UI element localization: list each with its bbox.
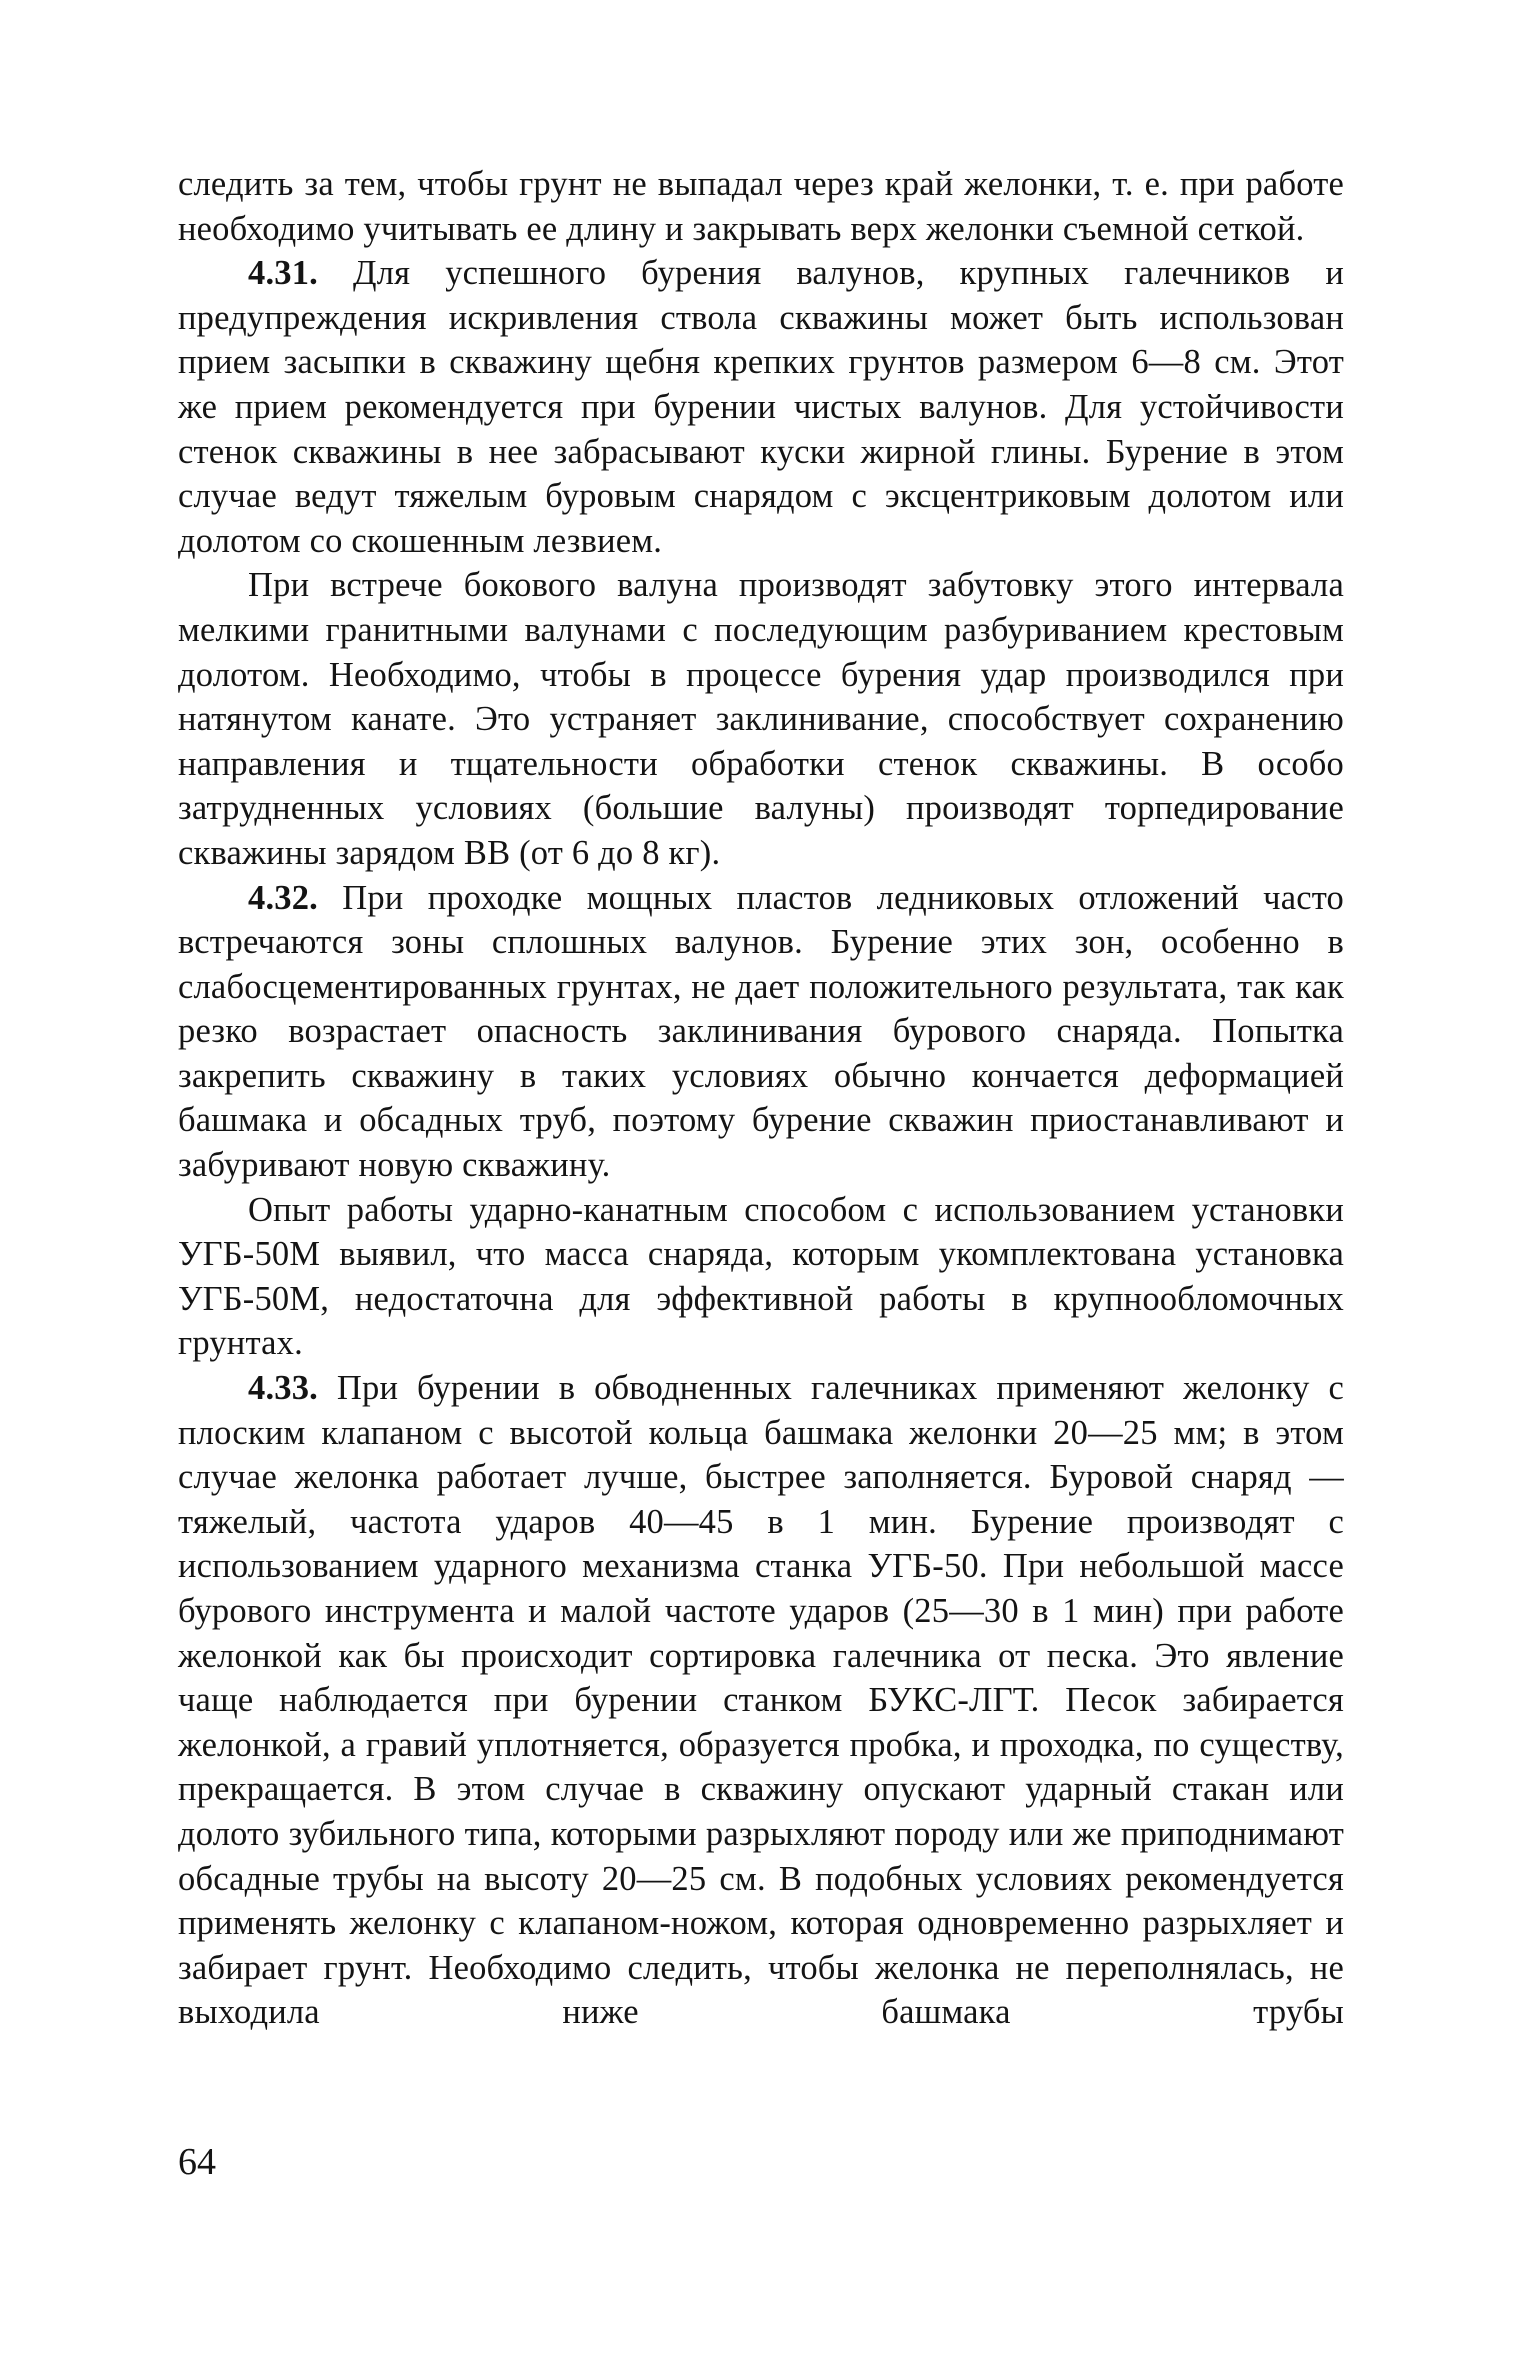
paragraph-4-32 [178,876,1344,1188]
paragraph-lateral-boulder [178,563,1344,875]
paragraph-continuation [178,162,1344,251]
page-text-block [178,162,1344,2035]
section-number: 4.33. [248,1369,318,1408]
paragraph-4-33 [178,1366,1344,2035]
paragraph-text: При проходке мощных пластов ледниковых отложений часто встречаются зоны сплошных валунов. Бурение этих зон, особенно в слабосцементированных грунтах, не дает положительного результата, так как резко возрастает опасность заклинивания бурового снаряда. Попытка закрепить скважину в таких условиях обычно кончается деформацией башмака и обсадных труб, поэтому бурение скважин приостанавливают и забуривают новую скважину. [178,878,1344,1185]
section-number: 4.32. [248,878,318,917]
paragraph-text: следить за тем, чтобы грунт не выпадал через край желонки, т. е. при работе необходимо учитывать ее длину и закрывать верх желонки съемной сеткой. [178,165,1344,248]
paragraph-ugb-experience [178,1188,1344,1366]
page-number: 64 [178,2141,216,2183]
paragraph-text: Для успешного бурения валунов, крупных галечников и предупреждения искривления ствола скважины может быть использован прием засыпки в скважину щебня крепких грунтов размером 6—8 см. Этот же прием рекомендуется при бурении чистых валунов. Для устойчивости стенок скважины в нее забрасывают куски жирной глины. Бурение в этом случае ведут тяжелым буровым снарядом с эксцентриковым долотом или долотом со скошенным лезвием. [178,254,1344,560]
section-number: 4.31. [248,254,318,293]
paragraph-text: Опыт работы ударно-канатным способом с использованием установки УГБ-50М выявил, что масса снаряда, которым укомплектована установка УГБ-50М, недостаточна для эффективной работы в крупнообломочных грунтах. [178,1190,1344,1363]
paragraph-text: При встрече бокового валуна производят забутовку этого интервала мелкими гранитными валунами с последующим разбуриванием крестовым долотом. Необходимо, чтобы в процессе бурения удар производился при натянутом канате. Это устраняет заклинивание, способствует сохранению направления и тщательности обработки стенок скважины. В особо затрудненных условиях (большие валуны) производят торпедирование скважины зарядом ВВ (от 6 до 8 кг). [178,566,1344,872]
paragraph-text: При бурении в обводненных галечниках применяют желонку с плоским клапаном с высотой кольца башмака желонки 20—25 мм; в этом случае желонка работает лучше, быстрее заполняется. Буровой снаряд — тяжелый, частота ударов 40—45 в 1 мин. Бурение производят с использованием ударного механизма станка УГБ-50. При небольшой массе бурового инструмента и малой частоте ударов (25—30 в 1 мин) при работе желонкой как бы происходит сортировка галечника от песка. Это явление чаще наблюдается при бурении станком БУКС-ЛГТ. Песок забирается желонкой, а гравий уплотняется, образуется пробка, и проходка, по существу, прекращается. В этом случае в скважину опускают ударный стакан или долото зубильного типа, которыми разрыхляют породу или же приподнимают обсадные трубы на высоту 20—25 см. В подобных условиях рекомендуется применять желонку с клапаном-ножом, которая одновременно разрыхляет и забирает грунт. Необходимо следить, чтобы желонка не переполнялась, не выходила ниже башмака трубы [178,1369,1344,2032]
paragraph-4-31 [178,251,1344,563]
